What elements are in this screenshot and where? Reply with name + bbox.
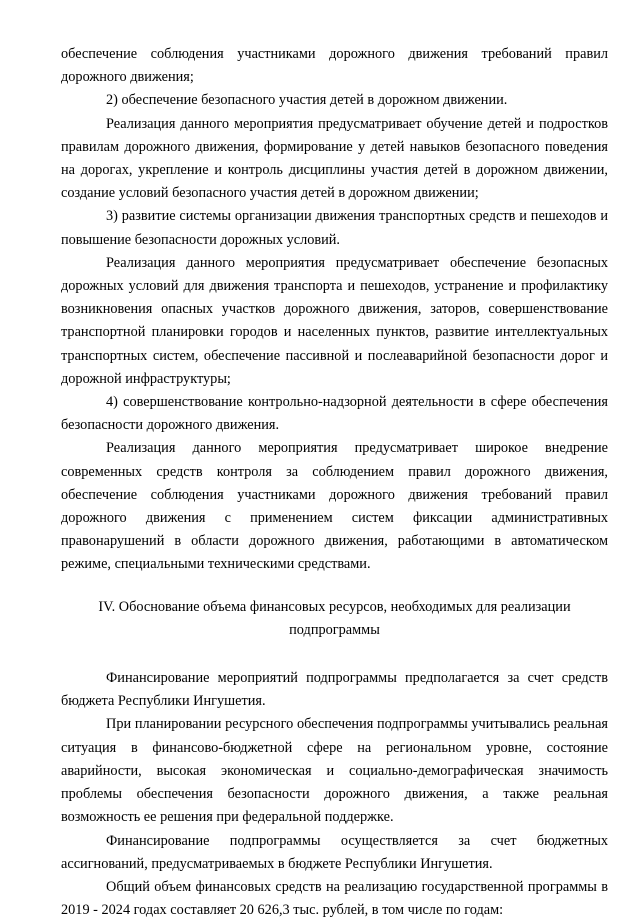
section-heading bbox=[61, 596, 608, 642]
paragraph-continuation: обеспечение соблюдения участниками дорожного движения требований правил дорожного движения; bbox=[61, 46, 608, 86]
list-item-4: 4) совершенствование контрольно-надзорной деятельности в сфере обеспечения безопасности дорожного движения. bbox=[61, 394, 608, 434]
paragraph-total-volume: Общий объем финансовых средств на реализацию государственной программы в 2019 - 2024 годах составляет 20 626,3 тыс. рублей, в том числе по годам: bbox=[61, 878, 608, 919]
section-heading-line-1: IV. Обоснование объема финансовых ресурсов, необходимых для реализации bbox=[98, 598, 571, 615]
list-item-3: 3) развитие системы организации движения транспортных средств и пешеходов и повышение безопасности дорожных условий. bbox=[61, 208, 608, 248]
paragraph-measure-4-description: Реализация данного мероприятия предусматривает широкое внедрение современных средств контроля за соблюдением правил дорожного движения, обеспечение соблюдения участниками дорожного движения требований правил дорожного движения с применением систем фиксации административных правонарушений в области дорожного движения, работающими в автоматическом режиме, специальными техническими средствами. bbox=[61, 440, 608, 573]
paragraph-funding-source: Финансирование мероприятий подпрограммы предполагается за счет средств бюджета Республики Ингушетия. bbox=[61, 670, 608, 710]
paragraph-measure-3-description: Реализация данного мероприятия предусматривает обеспечение безопасных дорожных условий для движения транспорта и пешеходов, устранение и профилактику возникновения опасных участков дорожного движения, заторов, совершенствование транспортной планировки городов и населенных пунктов, развитие интеллектуальных транспортных систем, обеспечение пассивной и послеаварийной безопасности дорог и дорожной инфраструктуры; bbox=[61, 254, 608, 387]
paragraph-planning: При планировании ресурсного обеспечения подпрограммы учитывались реальная ситуация в финансово-бюджетной сфере на региональном уровне, состояние аварийности, высокая экономическая и социально-демографическая значимость проблемы обеспечения безопасности дорожного движения, а также реальная возможность ее решения при федеральной поддержке. bbox=[61, 716, 608, 826]
paragraph-measure-2-description: Реализация данного мероприятия предусматривает обучение детей и подростков правилам дорожного движения, формирование у детей навыков безопасного поведения на дорогах, укрепление и контроль дисциплины участия детей в дорожном движении, создание условий безопасного участия детей в дорожном движении; bbox=[61, 115, 608, 202]
section-heading-line-2: подпрограммы bbox=[289, 621, 380, 638]
list-item-2: 2) обеспечение безопасного участия детей в дорожном движении. bbox=[106, 92, 508, 109]
paragraph-financing: Финансирование подпрограммы осуществляется за счет бюджетных ассигнований, предусматриваемых в бюджете Республики Ингушетия. bbox=[61, 832, 608, 872]
document-body bbox=[61, 43, 608, 922]
